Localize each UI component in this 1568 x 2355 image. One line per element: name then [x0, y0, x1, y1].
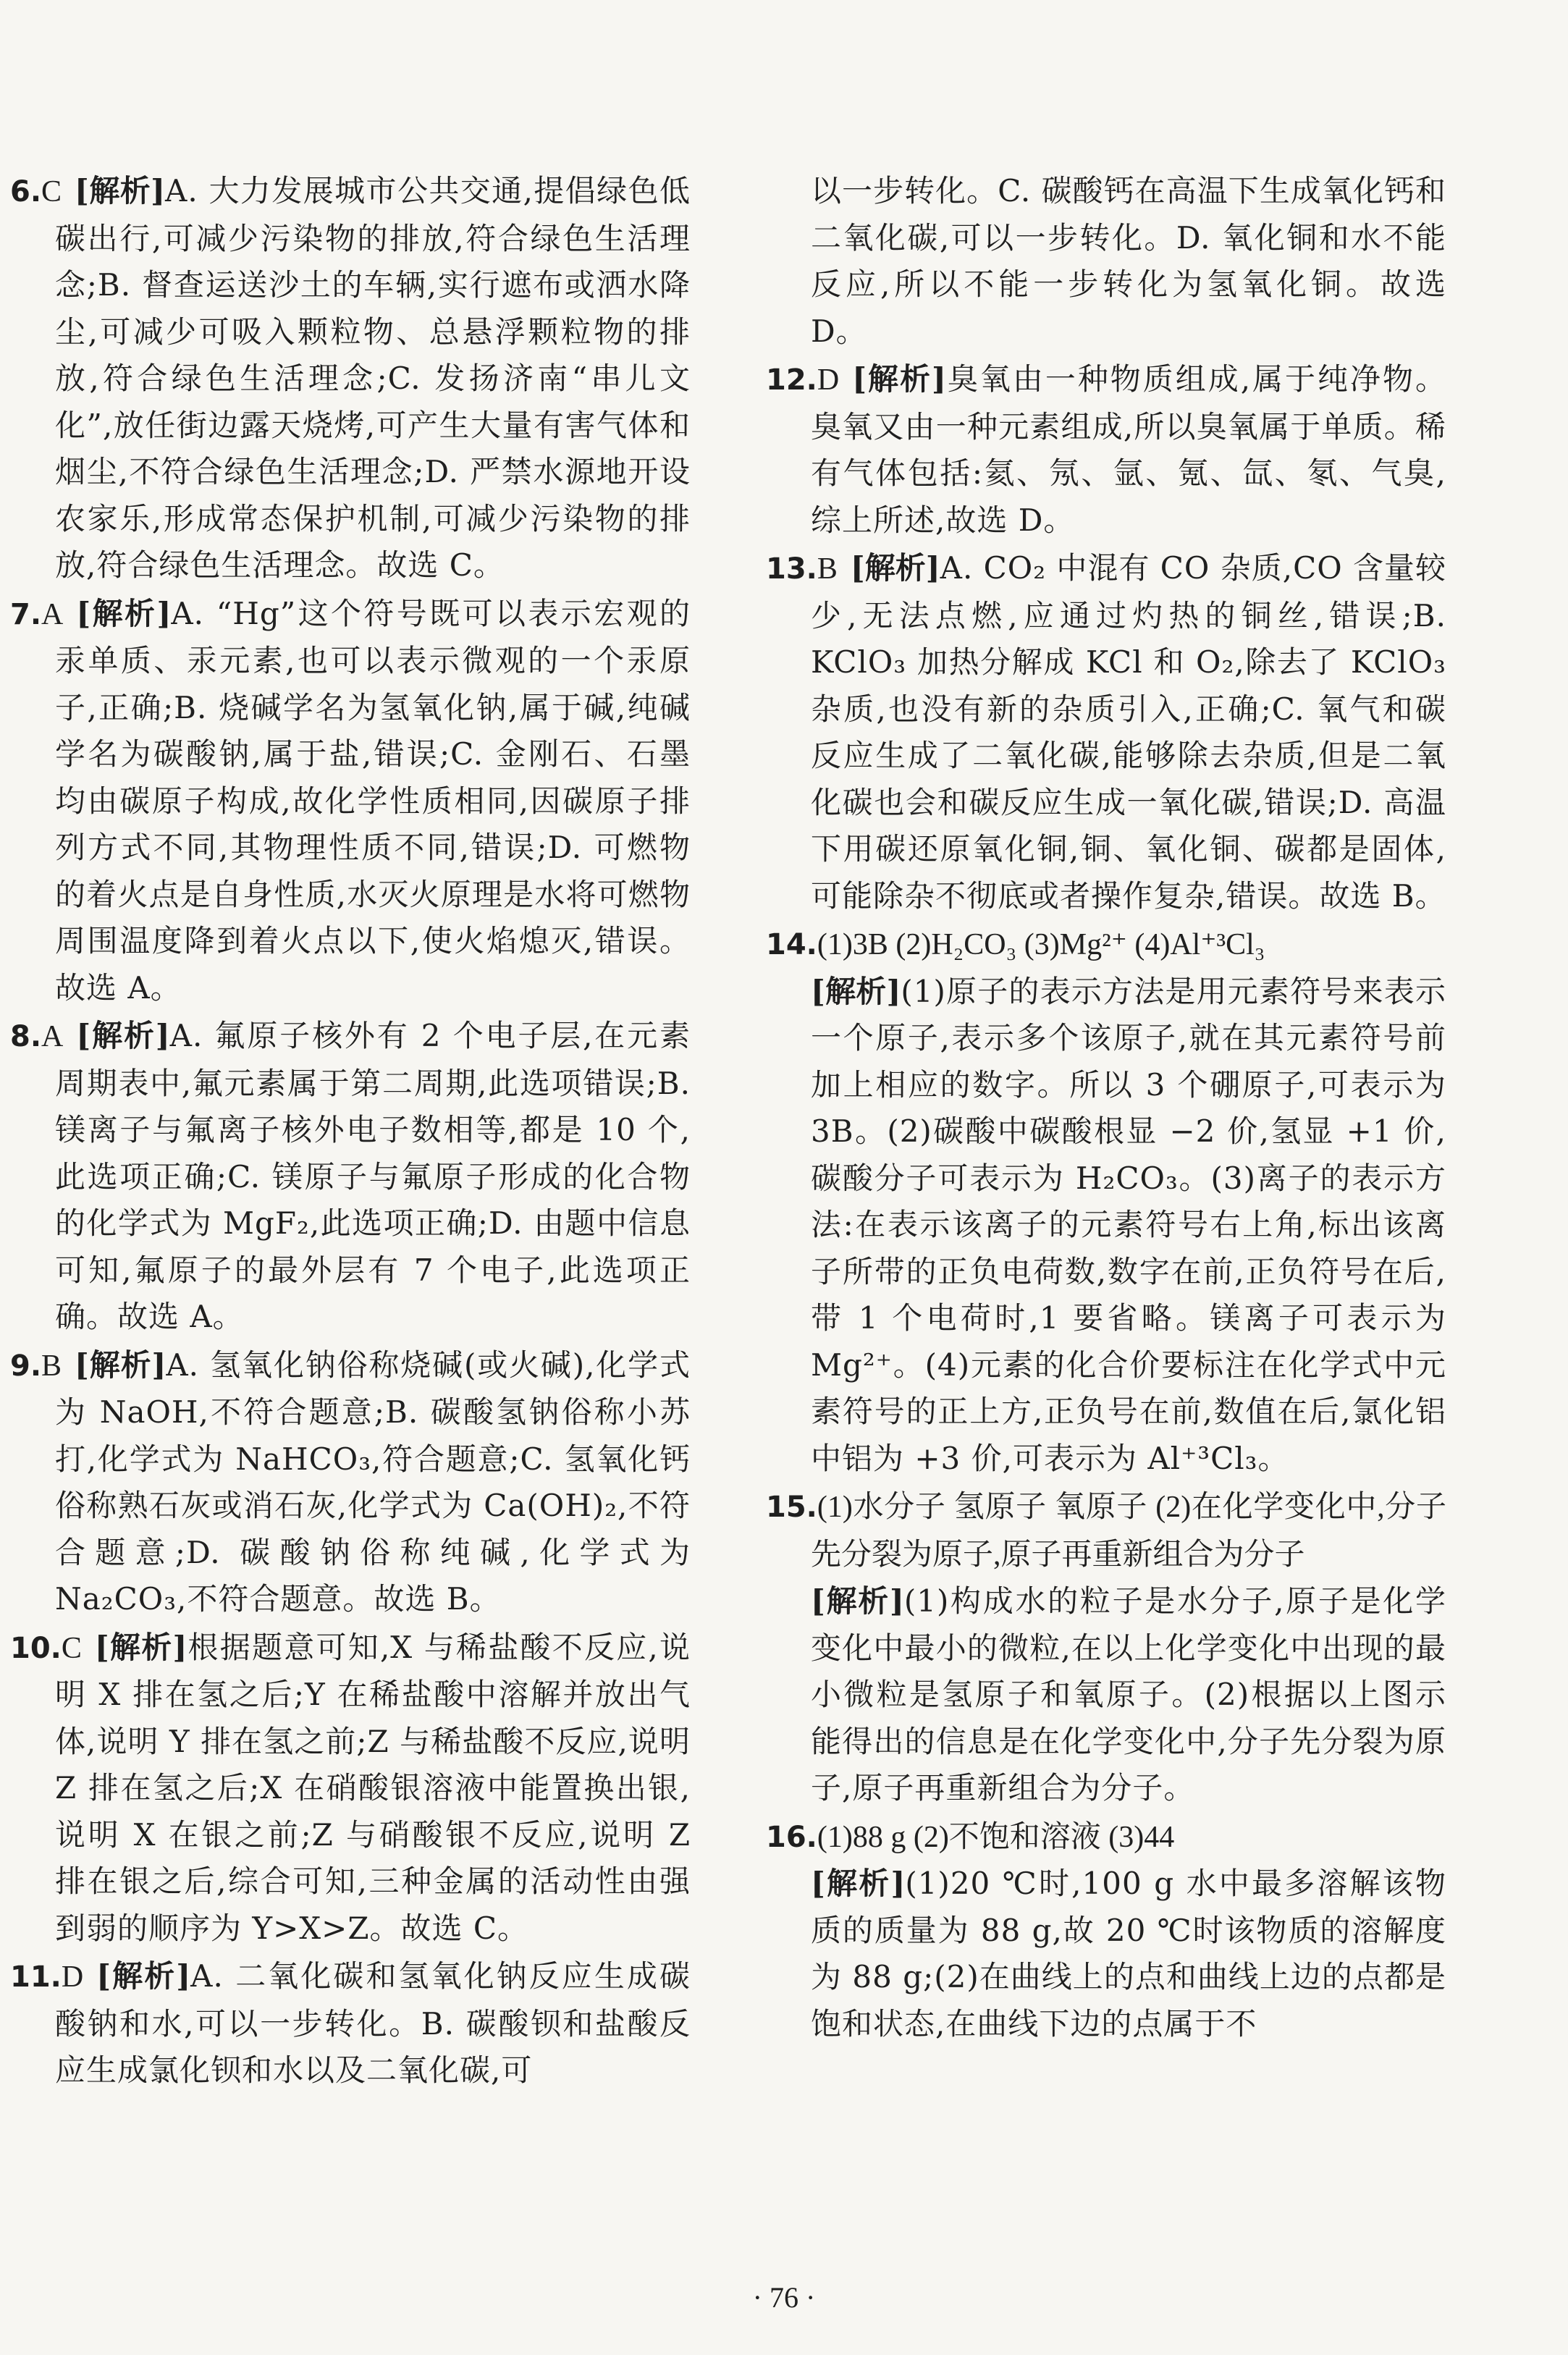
analysis-text: 根据题意可知,X 与稀盐酸不反应,说明 X 排在氢之后;Y 在稀盐酸中溶解并放出气体,说明 Y 排在氢之前;Z 与稀盐酸不反应,说明 Z 排在氢之后;X 在硝酸银溶液中能置换出银,说明 X 在银之前;Z 与硝酸银不反应,说明 Z 排在银之后,综合可知,三种金属的活动性由强到弱的顺序为 Y>X>Z。故选 C。 — [55, 1629, 691, 1946]
analysis-tag: [解析] — [811, 1583, 904, 1619]
answer-item-10 — [10, 1625, 691, 1952]
answer-choice: B — [41, 1349, 62, 1383]
analysis-text: (1)20 ℃时,100 g 水中最多溶解该物质的质量为 88 g,故 20 ℃时该物质的溶解度为 88 g;(2)在曲线上的点和曲线上边的点都是饱和状态,在曲线下边的点属于不 — [811, 1866, 1447, 2042]
question-number: 9. — [10, 1349, 42, 1383]
analysis-text: A. CO₂ 中混有 CO 杂质,CO 含量较少,无法点燃,应通过灼热的铜丝,错误;B. KClO₃ 加热分解成 KCl 和 O₂,除去了 KClO₃ 杂质,也没有新的杂质引入,正确;C. 氧气和碳反应生成了二氧化碳,能够除去杂质,但是二氧化碳也会和碳反应生成一氧化碳,错误;D. 高温下用碳还原氧化铜,铜、氧化铜、碳都是固体,可能除杂不彻底或者操作复杂,错误。故选 B。 — [811, 550, 1447, 914]
answer-choice: D — [817, 363, 840, 397]
answer-item-9 — [10, 1342, 691, 1623]
answer-item-15 — [766, 1483, 1446, 1812]
answer-values: (1)水分子 氢原子 氧原子 (2)在化学变化中,分子先分裂为原子,原子再重新组合为分子 — [811, 1491, 1446, 1572]
analysis-tag: [解析] — [811, 1866, 906, 1901]
left-column — [10, 168, 691, 2096]
answer-choice: C — [61, 1631, 82, 1665]
answer-item-13 — [766, 545, 1446, 919]
analysis-tag: [解析] — [852, 361, 946, 397]
analysis-block — [811, 1578, 1446, 1812]
analysis-text: (1)原子的表示方法是用元素符号来表示一个原子,表示多个该原子,就在其元素符号前加上相应的数字。所以 3 个硼原子,可表示为 3B。(2)碳酸中碳酸根显 −2 价,氢显 +1 价,碳酸分子可表示为 H₂CO₃。(3)离子的表示方法:在表示该离子的元素符号右上角,标出该离子所带的正负电荷数,数字在前,正负符号在后,带 1 个电荷时,1 要省略。镁离子可表示为 Mg²⁺。(4)元素的化合价要标注在化学式中元素符号的正上方,正负号在前,数值在后,氯化铝中铝为 +3 价,可表示为 Al⁺³Cl₃。 — [811, 973, 1446, 1476]
question-number: 8. — [10, 1020, 42, 1053]
question-number: 12. — [766, 363, 817, 397]
right-column — [766, 168, 1446, 2049]
analysis-block — [811, 969, 1446, 1483]
answer-item-7 — [10, 591, 691, 1012]
analysis-tag: [解析] — [76, 595, 172, 631]
analysis-text: A. 氢氧化钠俗称烧碱(或火碱),化学式为 NaOH,不符合题意;B. 碳酸氢钠俗称小苏打,化学式为 NaHCO₃,符合题意;C. 氢氧化钙俗称熟石灰或消石灰,化学式为 Ca(OH)₂,不符合题意;D. 碳酸钠俗称纯碱,化学式为 Na₂CO₃,不符合题意。故选 B。 — [55, 1347, 691, 1617]
answer-item-6 — [10, 168, 691, 589]
answer-item-8 — [10, 1013, 691, 1341]
answer-values: (1)3B (2)H₂CO₃ (3)Mg²⁺ (4)Al⁺³Cl₃ — [817, 928, 1265, 961]
analysis-text: A. 大力发展城市公共交通,提倡绿色低碳出行,可减少污染物的排放,符合绿色生活理念;B. 督查运送沙土的车辆,实行遮布或洒水降尘,可减少可吸入颗粒物、总悬浮颗粒物的排放,符合绿色生活理念;C. 发扬济南“串儿文化”,放任街边露天烧烤,可产生大量有害气体和烟尘,不符合绿色生活理念;D. 严禁水源地开设农家乐,形成常态保护机制,可减少污染物的排放,符合绿色生活理念。故选 C。 — [55, 173, 691, 583]
question-number: 14. — [766, 928, 817, 961]
page-number: · 76 · — [752, 2281, 816, 2314]
answer-choice: D — [61, 1960, 84, 1994]
analysis-tag: [解析] — [75, 1347, 167, 1383]
question-number: 15. — [766, 1491, 817, 1524]
answer-choice: A — [41, 1020, 64, 1053]
answer-item-14 — [766, 921, 1446, 1482]
analysis-tag: [解析] — [96, 1958, 191, 1994]
analysis-text: 臭氧由一种物质组成,属于纯净物。臭氧又由一种元素组成,所以臭氧属于单质。稀有气体包括:氦、氖、氩、氪、氙、氡、气臭,综上所述,故选 D。 — [811, 361, 1446, 538]
analysis-block — [811, 1861, 1446, 2047]
analysis-tag: [解析] — [850, 550, 940, 586]
answer-values: (1)88 g (2)不饱和溶液 (3)44 — [817, 1820, 1175, 1854]
analysis-text: A. “Hg”这个符号既可以表示宏观的汞单质、汞元素,也可以表示微观的一个汞原子,正确;B. 烧碱学名为氢氧化钠,属于碱,纯碱学名为碳酸钠,属于盐,错误;C. 金刚石、石墨均由碳原子构成,故化学性质相同,因碳原子排列方式不同,其物理性质不同,错误;D. 可燃物的着火点是自身性质,水灭火原理是水将可燃物周围温度降到着火点以下,使火焰熄灭,错误。故选 A。 — [55, 595, 691, 1006]
answer-choice: A — [41, 597, 64, 631]
question-number: 13. — [766, 552, 817, 586]
answer-item-11 — [10, 1953, 691, 2094]
question-number: 7. — [10, 597, 42, 631]
answer-item-11-continued — [766, 168, 1446, 355]
analysis-tag: [解析] — [811, 973, 901, 1009]
answer-item-12 — [766, 356, 1446, 544]
answer-item-16 — [766, 1813, 1446, 2048]
analysis-text: 以一步转化。C. 碳酸钙在高温下生成氧化钙和二氧化碳,可以一步转化。D. 氧化铜和水不能反应,所以不能一步转化为氢氧化铜。故选 D。 — [811, 173, 1446, 349]
question-number: 6. — [10, 175, 42, 208]
analysis-text: (1)构成水的粒子是水分子,原子是化学变化中最小的微粒,在以上化学变化中出现的最小微粒是氢原子和氧原子。(2)根据以上图示能得出的信息是在化学变化中,分子先分裂为原子,原子再重新组合为分子。 — [811, 1583, 1446, 1806]
answer-choice: B — [817, 552, 838, 586]
analysis-text: A. 氟原子核外有 2 个电子层,在元素周期表中,氟元素属于第二周期,此选项错误;B. 镁离子与氟离子核外电子数相等,都是 10 个,此选项正确;C. 镁原子与氟原子形成的化合物的化学式为 MgF₂,此选项正确;D. 由题中信息可知,氟原子的最外层有 7 个电子,此选项正确。故选 A。 — [55, 1018, 691, 1334]
analysis-text: A. 二氧化碳和氢氧化钠反应生成碳酸钠和水,可以一步转化。B. 碳酸钡和盐酸反应生成氯化钡和水以及二氧化碳,可 — [55, 1958, 691, 2088]
answer-choice: C — [41, 175, 62, 208]
analysis-tag: [解析] — [94, 1629, 187, 1665]
analysis-tag: [解析] — [75, 173, 166, 208]
question-number: 10. — [10, 1631, 62, 1665]
analysis-tag: [解析] — [76, 1018, 170, 1053]
question-number: 16. — [766, 1820, 817, 1854]
question-number: 11. — [10, 1960, 62, 1994]
